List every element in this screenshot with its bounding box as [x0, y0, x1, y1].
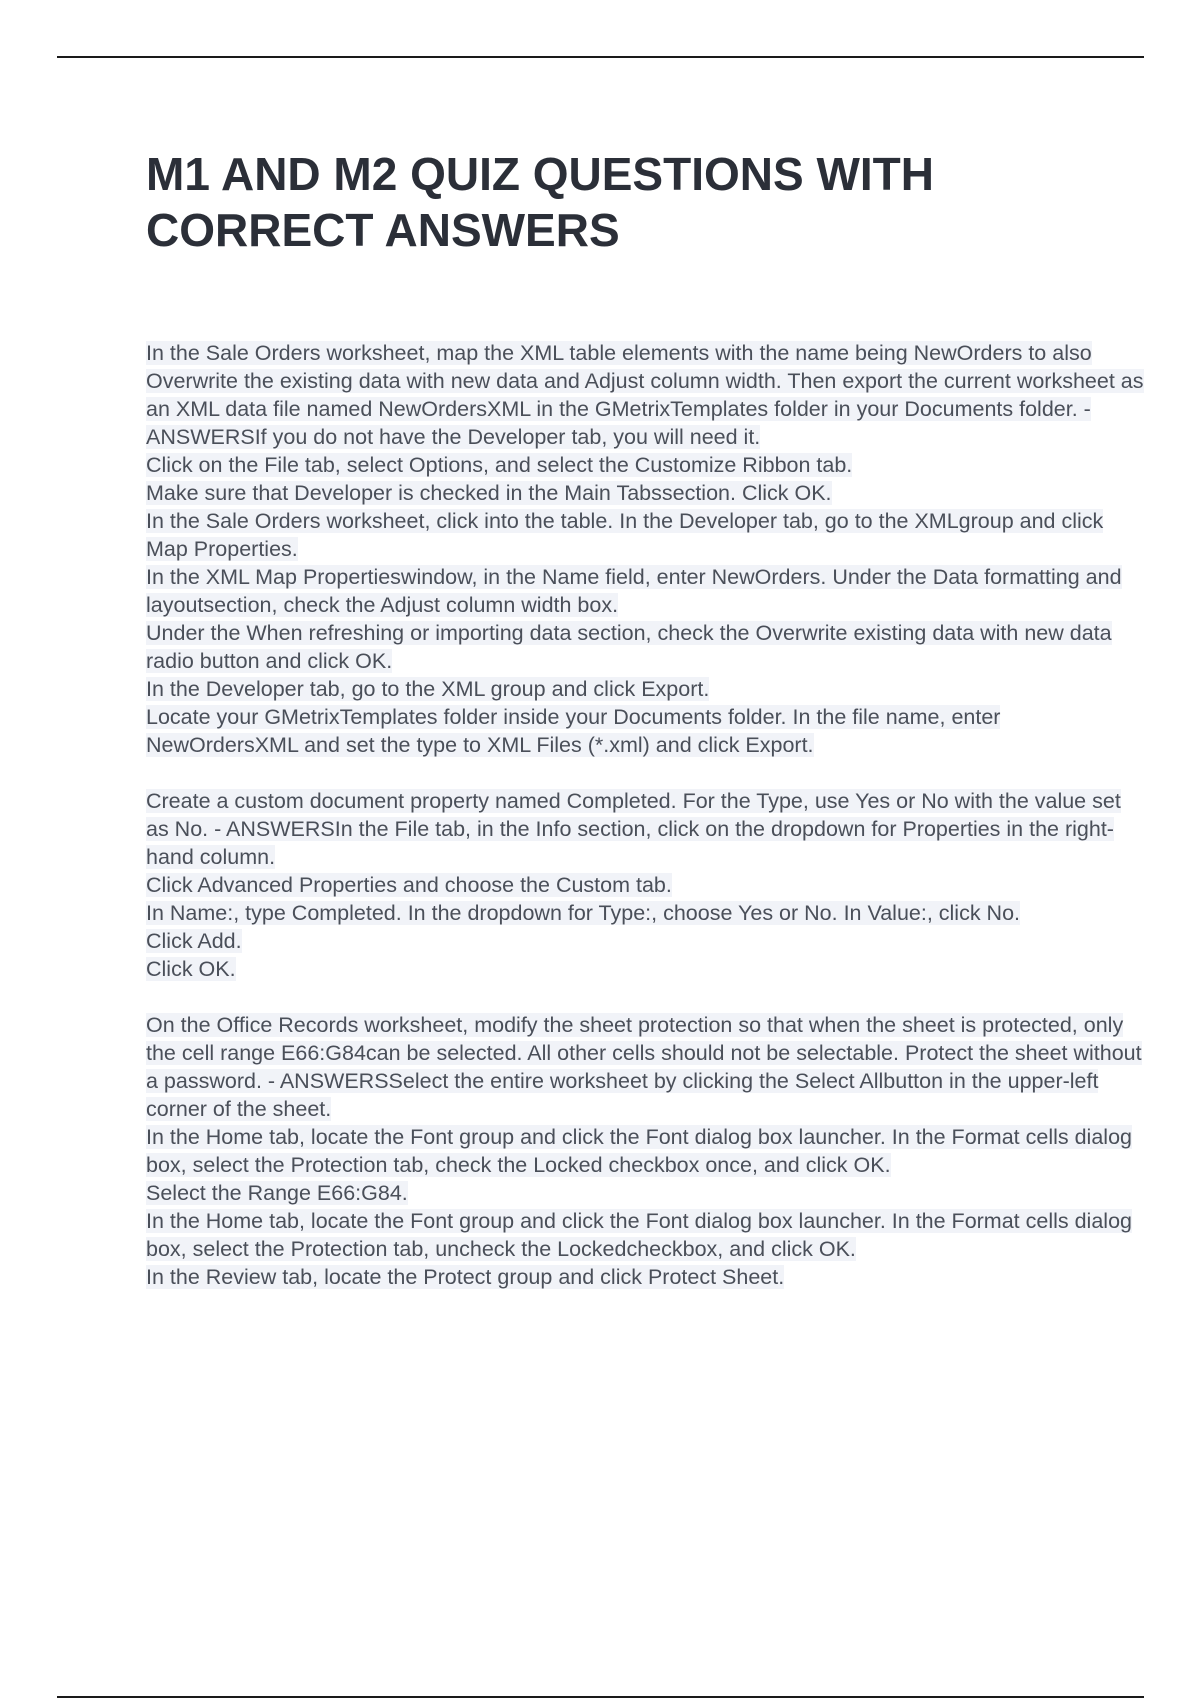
page-title: M1 AND M2 QUIZ QUESTIONS WITH CORRECT ANSWERS — [146, 148, 934, 256]
document-body — [146, 339, 1146, 1319]
qa-line: In the Sale Orders worksheet, map the XML table elements with the name being NewOrders to also Overwrite the existing data with new data and Adjust column width. Then export the current worksheet as an XML data file named NewOrdersXML in the GMetrixTemplates folder in your Documents folder. - ANSWERSIf you do not have the Developer tab, you will need it. — [146, 341, 1144, 449]
qa-line: In the Sale Orders worksheet, click into the table. In the Developer tab, go to the XMLgroup and click Map Properties. — [146, 509, 1104, 561]
qa-line: In the XML Map Propertieswindow, in the Name field, enter NewOrders. Under the Data formatting and layoutsection, check the Adjust column width box. — [146, 565, 1122, 617]
qa-line: In Name:, type Completed. In the dropdown for Type:, choose Yes or No. In Value:, click No. — [146, 901, 1021, 925]
qa-line: In the Developer tab, go to the XML group and click Export. — [146, 677, 710, 701]
qa-line: In the Home tab, locate the Font group and click the Font dialog box launcher. In the Format cells dialog box, select the Protection tab, check the Locked checkbox once, and click OK. — [146, 1125, 1132, 1177]
qa-block-1 — [146, 339, 1146, 759]
qa-block-3 — [146, 1011, 1146, 1291]
qa-line: Locate your GMetrixTemplates folder inside your Documents folder. In the file name, enter NewOrdersXML and set the type to XML Files (*.xml) and click Export. — [146, 705, 1001, 757]
qa-block-2 — [146, 787, 1146, 983]
qa-line: Click Add. — [146, 929, 242, 953]
bottom-rule — [57, 1696, 1144, 1698]
qa-line: Make sure that Developer is checked in the Main Tabssection. Click OK. — [146, 481, 832, 505]
qa-line: In the Home tab, locate the Font group and click the Font dialog box launcher. In the Format cells dialog box, select the Protection tab, uncheck the Lockedcheckbox, and click OK. — [146, 1209, 1132, 1261]
qa-line: Create a custom document property named Completed. For the Type, use Yes or No with the value set as No. - ANSWERSIn the File tab, in the Info section, click on the dropdown for Properties in the right-hand column. — [146, 789, 1121, 869]
qa-line: On the Office Records worksheet, modify the sheet protection so that when the sheet is protected, only the cell range E66:G84can be selected. All other cells should not be selectable. Protect the sheet without a password. - ANSWERSSelect the entire worksheet by clicking the Select Allbutton in the upper-left corner of the sheet. — [146, 1013, 1142, 1121]
qa-line: Click on the File tab, select Options, and select the Customize Ribbon tab. — [146, 453, 853, 477]
qa-line: Under the When refreshing or importing data section, check the Overwrite existing data with new data radio button and click OK. — [146, 621, 1112, 673]
qa-line: Click OK. — [146, 957, 236, 981]
qa-line: Select the Range E66:G84. — [146, 1181, 408, 1205]
top-rule — [57, 56, 1144, 58]
qa-line: In the Review tab, locate the Protect group and click Protect Sheet. — [146, 1265, 785, 1289]
qa-line: Click Advanced Properties and choose the Custom tab. — [146, 873, 672, 897]
